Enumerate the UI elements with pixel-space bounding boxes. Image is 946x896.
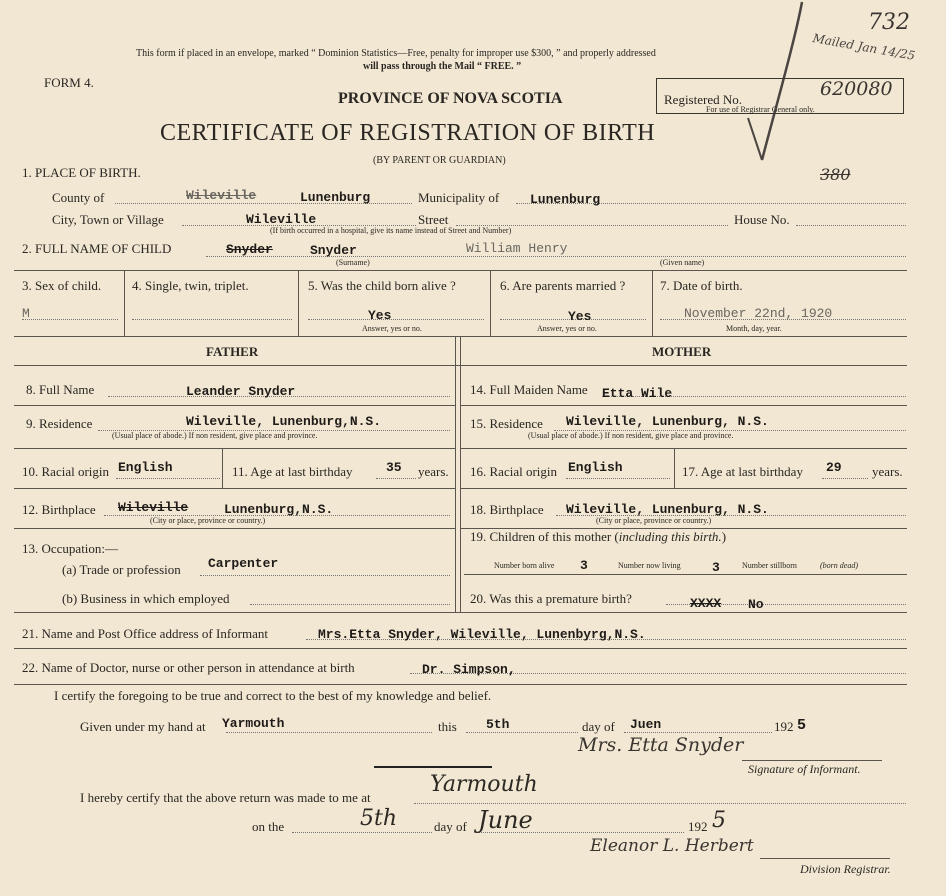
mail-notice-line1: This form if placed in an envelope, marked “ Dominion Statistics—Free, penalty for improper use $300, ” and properly addressed [136,48,656,59]
father-trade-value: Carpenter [208,556,279,571]
informant-signature: Mrs. Etta Snyder [578,734,744,756]
mother-name-value: Etta Wile [602,386,673,401]
father-birthplace-caption: (City or place, province or country.) [150,516,266,525]
married-value: Yes [568,309,592,324]
given-caption: (Given name) [660,258,705,267]
registrar-text: I hereby certify that the above return was made to me at [80,790,371,805]
county-label: County of [52,190,105,205]
father-heading: FATHER [206,344,259,359]
child-name-struck: Snyder [226,242,273,257]
father-residence-label: 9. Residence [26,416,93,431]
registrar-day: 5th [360,806,398,831]
registered-note: For use of Registrar General only. [706,105,815,114]
city-value: Wileville [246,212,317,227]
stillborn-note: (born dead) [820,561,858,570]
child-name-label: 2. FULL NAME OF CHILD [22,241,172,256]
dob-label: 7. Date of birth. [660,278,743,293]
alive-caption: Answer, yes or no. [362,324,422,333]
dob-value: November 22nd, 1920 [684,306,833,321]
sex-label: 3. Sex of child. [22,278,102,293]
province-heading: PROVINCE OF NOVA SCOTIA [338,90,563,107]
mail-notice-line2: will pass through the Mail “ FREE. ” [363,61,522,72]
given-label: Given under my hand at [80,719,206,734]
city-label: City, Town or Village [52,212,164,227]
registered-label: Registered No. [664,92,742,107]
mother-age-value: 29 [826,460,842,475]
sex-value: M [22,306,30,321]
single-label: 4. Single, twin, triplet. [132,278,249,293]
certify-year-prefix: 192 [774,719,794,734]
alive-value: Yes [368,308,392,323]
doctor-label: 22. Name of Doctor, nurse or other person in attendance at birth [22,660,355,675]
child-surname: Snyder [310,243,357,258]
page-subtitle: (BY PARENT OR GUARDIAN) [373,155,506,166]
married-caption: Answer, yes or no. [537,324,597,333]
mother-years: years. [872,464,903,479]
premature-value: No [748,597,764,612]
registrar-place: Yarmouth [430,772,538,797]
municipality-label: Municipality of [418,190,500,205]
father-years: years. [418,464,449,479]
surname-caption: (Surname) [336,258,370,267]
father-name-label: 8. Full Name [26,382,95,397]
given-place: Yarmouth [222,716,285,731]
corner-scribble: Mailed Jan 14/25 [811,31,917,63]
father-occupation-label: 13. Occupation:— [22,541,119,556]
house-label: House No. [734,212,790,227]
children-label-post: ) [721,529,727,544]
hospital-note: (If birth occurred in a hospital, give its name instead of Street and Number) [270,226,512,235]
now-living-label: Number now living [618,561,681,570]
registrar-caption: Division Registrar. [800,862,891,876]
registrar-year-suffix: 5 [712,808,726,833]
mother-birthplace-label: 18. Birthplace [470,502,544,517]
county-struck: Wileville [186,188,257,203]
mother-heading: MOTHER [652,344,712,359]
premature-struck: XXXX [690,596,722,611]
father-racial-label: 10. Racial origin [22,464,110,479]
place-of-birth-heading: 1. PLACE OF BIRTH. [22,165,141,180]
informant-label: 21. Name and Post Office address of Informant [22,626,268,641]
married-label: 6. Are parents married ? [500,278,626,293]
street-label: Street [418,212,449,227]
father-birthplace-struck: Wileville [118,500,189,515]
born-alive-label: Number born alive [494,561,555,570]
born-alive-value: 3 [580,558,588,573]
municipality-value: Lunenburg [530,192,601,207]
father-residence-value: Wileville, Lunenburg,N.S. [186,414,382,429]
mother-name-label: 14. Full Maiden Name [470,382,588,397]
father-name-value: Leander Snyder [186,384,296,399]
registered-number: 620080 [820,78,893,100]
this-label: this [438,719,457,734]
registrar-month: June [478,806,533,834]
father-trade-label: (a) Trade or profession [62,562,181,577]
side-number: 380 [820,165,851,184]
page-title: CERTIFICATE OF REGISTRATION OF BIRTH [160,120,656,146]
stillborn-label: Number stillborn [742,561,797,570]
certify-year-suffix: 5 [797,717,807,734]
on-the-label: on the [252,819,285,834]
registrar-signature: Eleanor L. Herbert [590,836,754,856]
children-label-pre: 19. Children of this mother ( [470,529,619,544]
informant-value: Mrs.Etta Snyder, Wileville, Lunenbyrg,N.S. [318,627,646,642]
mother-racial-label: 16. Racial origin [470,464,558,479]
mother-residence-value: Wileville, Lunenburg, N.S. [566,414,769,429]
doctor-value: Dr. Simpson, [422,662,516,677]
mother-racial-value: English [568,460,623,475]
mother-children-label [470,529,726,545]
father-birthplace-label: 12. Birthplace [22,502,96,517]
child-given-name: William Henry [466,241,568,256]
certify-month: Juen [630,717,662,732]
county-value: Lunenburg [300,190,371,205]
mother-residence-label: 15. Residence [470,416,543,431]
father-birthplace-value: Lunenburg,N.S. [224,502,334,517]
children-label-em: including this birth. [618,529,722,544]
certify-day-of-label: day of [582,719,615,734]
mother-residence-caption: (Usual place of abode.) If non resident, give place and province. [528,431,734,440]
now-living-value: 3 [712,560,720,575]
registrar-day-of-label: day of [434,819,467,834]
dob-caption: Month, day, year. [726,324,782,333]
mother-birthplace-caption: (City or place, province or country.) [596,516,712,525]
father-age-label: 11. Age at last birthday [232,464,353,479]
mother-birthplace-value: Wileville, Lunenburg, N.S. [566,502,769,517]
signature-caption: Signature of Informant. [748,762,861,776]
mother-age-label: 17. Age at last birthday [682,464,803,479]
premature-label: 20. Was this a premature birth? [470,591,632,606]
alive-label: 5. Was the child born alive ? [308,278,456,293]
certify-day: 5th [486,717,510,732]
corner-number: 732 [868,10,910,35]
father-racial-value: English [118,460,173,475]
registrar-year-prefix: 192 [688,819,708,834]
certify-text: I certify the foregoing to be true and correct to the best of my knowledge and belief. [54,688,492,703]
form-label: FORM 4. [44,75,94,90]
father-business-label: (b) Business in which employed [62,591,230,606]
father-age-value: 35 [386,460,402,475]
father-residence-caption: (Usual place of abode.) If non resident, give place and province. [112,431,318,440]
